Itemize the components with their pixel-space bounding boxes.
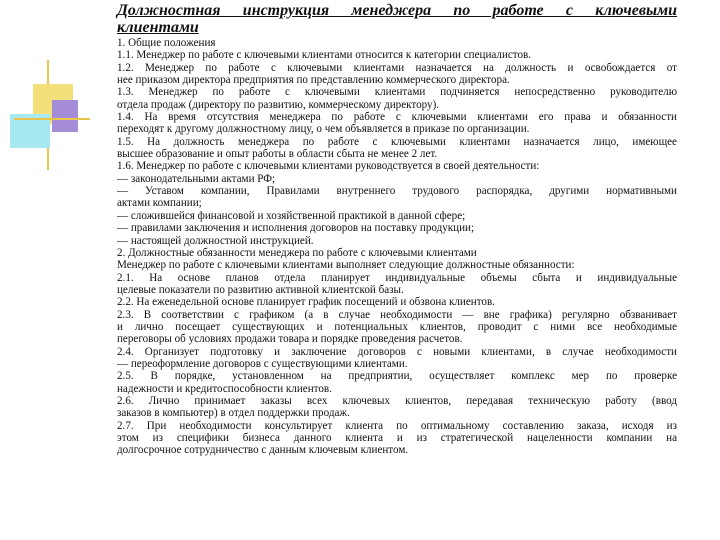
text-line: переговоры об условиях продажи товара и порядке проведения расчетов. bbox=[117, 333, 463, 346]
text-line: долгосрочное сотрудничество с данным ключевым клиентом. bbox=[117, 444, 409, 457]
text-line: высшее образование и опыт работы в области сбыта не менее 2 лет. bbox=[117, 148, 438, 161]
list-item: — сложившейся финансовой и хозяйственной практикой в данной сфере; bbox=[117, 209, 466, 222]
list-item: — законодательными актами РФ; bbox=[117, 172, 276, 185]
text-line: 1.3. Менеджер по работе с ключевыми клиентами подчиняется непосредственно руководителю bbox=[117, 86, 677, 99]
text-line: 1.2. Менеджер по работе с ключевыми клиентами назначается на должность и освобождается от bbox=[117, 61, 677, 74]
text-line: 1.4. На время отсутствия менеджера по работе с ключевыми клиентами его права и обязанности bbox=[117, 111, 677, 124]
decor-horizontal-line bbox=[14, 118, 90, 120]
text-line: переходят к другому должностному лицу, о чем объявляется в приказе по организации. bbox=[117, 123, 530, 136]
list-item: — настоящей должностной инструкцией. bbox=[117, 234, 314, 247]
text-line: 1.5. На должность менеджера по работе с ключевыми клиентами назначается лицо, имеющее bbox=[117, 135, 677, 148]
decor-purple-square bbox=[52, 100, 78, 132]
text-line: 1.6. Менеджер по работе с ключевыми клиентами руководствуется в своей деятельности: bbox=[117, 160, 540, 173]
list-item: — Уставом компании, Правилами внутреннего трудового распорядка, другими нормативными bbox=[117, 185, 677, 198]
text-line: — переоформление договоров с существующими клиентами. bbox=[117, 357, 408, 370]
text-line: 2.3. В соответствии с графиком (а в случае необходимости — вне графика) регулярно обзванивает bbox=[117, 308, 677, 321]
text-line: 2.4. Организует подготовку и заключение договоров с новыми клиентами, в случае необходимости bbox=[117, 345, 677, 358]
text-line: 2.5. В порядке, установленном на предприятии, осуществляет комплекс мер по проверке bbox=[117, 370, 677, 383]
document-body bbox=[117, 2, 677, 457]
text-line: и лично посещает существующих и потенциальных клиентов, проводит с ними все необходимые bbox=[117, 320, 677, 333]
list-item: актами компании; bbox=[117, 197, 202, 210]
text-line: 2.6. Лично принимает заказы всех ключевых клиентов, передавая техническую работу (ввод bbox=[117, 394, 677, 407]
document-title-continued: клиентами bbox=[117, 19, 199, 36]
text-line: 2.1. На основе планов отдела планирует индивидуальные объемы сбыта и индивидуальные bbox=[117, 271, 677, 284]
text-line: Менеджер по работе с ключевыми клиентами выполняет следующие должностные обязанности: bbox=[117, 259, 575, 272]
text-line: заказов в компьютер) в отдел поддержки продаж. bbox=[117, 407, 350, 420]
text-line: отдела продаж (директору по развитию, коммерческому директору). bbox=[117, 98, 440, 111]
text-line: нее приказом директора предприятия по представлению коммерческого директора. bbox=[117, 74, 510, 87]
document-title: Должностная инструкция менеджера по работе с ключевыми bbox=[117, 2, 677, 19]
text-line: целевые показатели по развитию активной клиентской базы. bbox=[117, 283, 404, 296]
section-heading: 2. Должностные обязанности менеджера по работе с ключевыми клиентами bbox=[117, 246, 477, 259]
section-heading: 1. Общие положения bbox=[117, 37, 216, 49]
text-line: 2.2. На еженедельной основе планирует график посещений и обзвона клиентов. bbox=[117, 296, 495, 309]
text-line: надежности и кредитоспособности клиентов. bbox=[117, 382, 332, 395]
text-line: 1.1. Менеджер по работе с ключевыми клиентами относится к категории специалистов. bbox=[117, 49, 532, 62]
list-item: — правилами заключения и исполнения договоров на поставку продукции; bbox=[117, 222, 475, 235]
text-line: этом из специфики бизнеса данного клиента и из стратегической нацеленности компании на bbox=[117, 432, 677, 444]
text-line: 2.7. При необходимости консультирует клиента по оптимальному составлению заказа, исходя из bbox=[117, 419, 677, 432]
